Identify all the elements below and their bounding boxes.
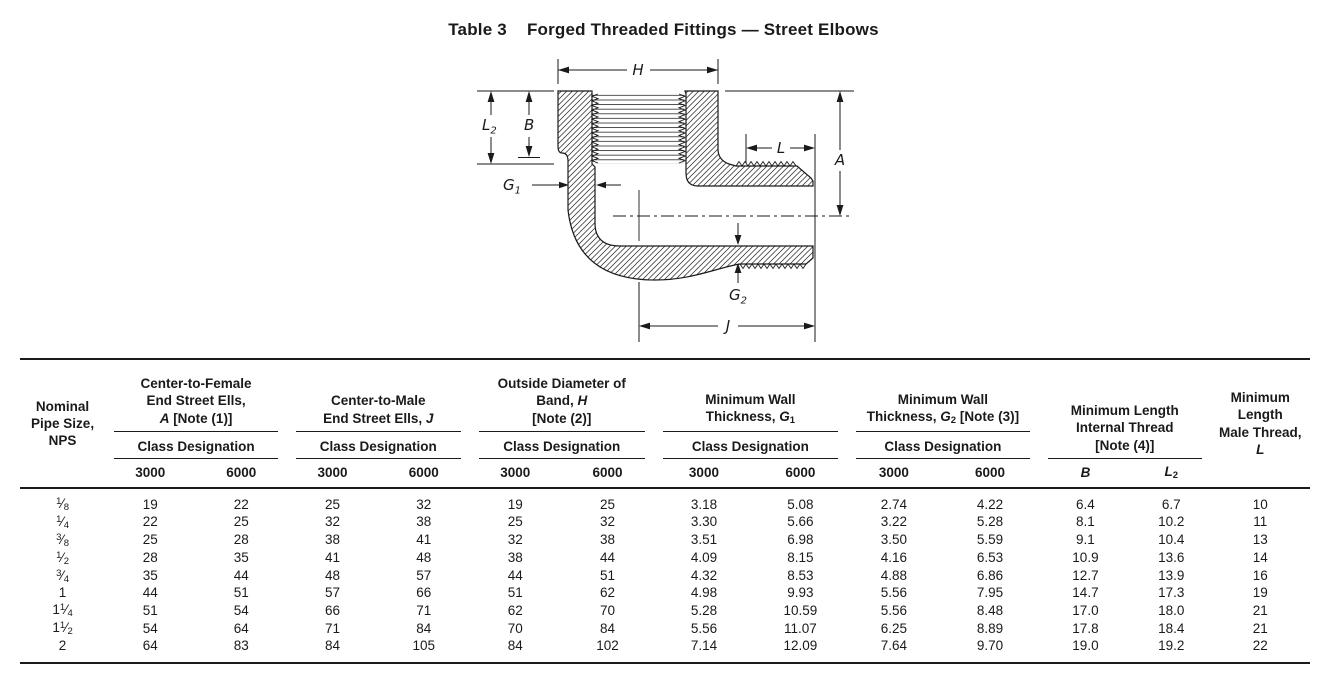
value-cell: 54 [233, 602, 249, 618]
table-row [20, 532, 1310, 550]
value-cell: 6.25 [880, 620, 908, 636]
value-cell: 51 [507, 585, 523, 601]
value-cell: 13 [1252, 532, 1268, 548]
value-cell: 9.93 [787, 585, 814, 601]
nps-cell: $^3⁄_4$ [56, 567, 69, 585]
value-cell: 62 [507, 602, 523, 618]
value-cell: 4.09 [690, 550, 718, 566]
value-cell: 10 [1252, 496, 1268, 512]
dimension-L [746, 134, 815, 342]
table-row [20, 602, 1310, 620]
value-cell: 16 [1252, 568, 1268, 583]
value-cell: 51 [600, 568, 616, 583]
value-cell: 32 [600, 514, 616, 530]
value-cell: 4.88 [880, 568, 908, 583]
value-cell: 48 [416, 550, 432, 566]
value-cell: 66 [416, 585, 432, 601]
col-j-3000: 3000 [287, 459, 378, 488]
value-cell: 18.0 [1158, 602, 1185, 618]
label-L: L [776, 139, 786, 157]
value-cell: 10.4 [1158, 532, 1185, 548]
value-cell: 25 [324, 496, 340, 512]
header-nominal-pipe-size: Nominal Pipe Size, NPS [20, 359, 105, 488]
table-row [20, 620, 1310, 638]
value-cell: 57 [416, 568, 432, 583]
nps-cell: $^1⁄_2$ [56, 549, 69, 567]
value-cell: 5.56 [690, 620, 718, 636]
group-header-center-to-female: Center-to-Female End Street Ells, A [Note (1)] [105, 359, 287, 432]
value-cell: 64 [142, 638, 158, 653]
value-cell: 19.2 [1158, 638, 1185, 653]
value-cell: 54 [142, 620, 158, 636]
col-g1-6000: 6000 [754, 459, 847, 488]
value-cell: 5.08 [787, 496, 814, 512]
page-title [0, 20, 1327, 40]
class-designation-j: Class Designation [287, 432, 470, 459]
value-cell: 38 [600, 532, 616, 548]
value-cell: 19 [1252, 585, 1268, 601]
value-cell: 28 [142, 550, 158, 566]
value-cell: 38 [507, 550, 523, 566]
value-cell: 38 [324, 532, 340, 548]
label-G1: $G_1$ [503, 176, 521, 197]
value-cell: 41 [324, 550, 340, 566]
value-cell: 5.28 [976, 514, 1004, 530]
col-a-6000: 6000 [195, 459, 287, 488]
value-cell: 70 [600, 602, 616, 618]
value-cell: 19.0 [1072, 638, 1099, 653]
header-male-thread-length: Minimum Length Male Thread, L [1211, 359, 1310, 488]
value-cell: 25 [600, 496, 616, 512]
value-cell: 10.2 [1158, 514, 1185, 530]
value-cell: 35 [142, 568, 158, 583]
value-cell: 5.59 [976, 532, 1004, 548]
col-h-6000: 6000 [561, 459, 654, 488]
value-cell: 28 [233, 532, 249, 548]
table-row [20, 585, 1310, 602]
group-header-internal-thread: Minimum Length Internal Thread [Note (4)] [1039, 359, 1211, 459]
value-cell: 51 [233, 585, 249, 601]
label-A: A [834, 151, 846, 169]
fittings-table-wrapper [20, 358, 1310, 664]
class-designation-h: Class Designation [470, 432, 654, 459]
nps-cell: $1^1⁄_4$ [52, 602, 73, 620]
value-cell: 41 [416, 532, 432, 548]
value-cell: 44 [142, 585, 158, 601]
label-L2: $L_2$ [482, 116, 497, 137]
value-cell: 4.22 [976, 496, 1004, 512]
class-designation-a: Class Designation [105, 432, 287, 459]
group-header-center-to-male: Center-to-Male End Street Ells, J [287, 359, 470, 432]
value-cell: 71 [416, 602, 432, 618]
value-cell: 10.59 [783, 602, 818, 618]
value-cell: 57 [324, 585, 340, 601]
value-cell: 84 [324, 638, 340, 653]
value-cell: 3.50 [880, 532, 908, 548]
class-designation-g2: Class Designation [847, 432, 1039, 459]
value-cell: 32 [507, 532, 523, 548]
value-cell: 4.98 [690, 585, 718, 601]
value-cell: 8.53 [787, 568, 814, 583]
label-B: B [524, 116, 535, 134]
value-cell: 25 [142, 532, 158, 548]
value-cell: 12.09 [783, 638, 818, 653]
value-cell: 2.74 [880, 496, 908, 512]
value-cell: 25 [233, 514, 249, 530]
value-cell: 105 [412, 638, 435, 653]
value-cell: 71 [324, 620, 340, 636]
fittings-table [20, 358, 1310, 664]
value-cell: 25 [507, 514, 523, 530]
value-cell: 18.4 [1158, 620, 1185, 636]
value-cell: 6.4 [1076, 496, 1095, 512]
value-cell: 21 [1252, 602, 1268, 618]
value-cell: 32 [416, 496, 432, 512]
value-cell: 22 [1252, 638, 1268, 653]
group-header-band-od: Outside Diameter of Band, H [Note (2)] [470, 359, 654, 432]
value-cell: 22 [142, 514, 158, 530]
value-cell: 44 [507, 568, 523, 583]
col-g2-3000: 3000 [847, 459, 941, 488]
value-cell: 66 [324, 602, 340, 618]
value-cell: 38 [416, 514, 432, 530]
nps-cell: 2 [58, 638, 67, 653]
internal-thread-lines [593, 94, 685, 164]
value-cell: 83 [233, 638, 249, 653]
value-cell: 11 [1253, 514, 1268, 530]
col-j-6000: 6000 [378, 459, 470, 488]
value-cell: 44 [600, 550, 616, 566]
table-row [20, 568, 1310, 586]
value-cell: 6.53 [976, 550, 1004, 566]
value-cell: 84 [507, 638, 523, 653]
value-cell: 3.22 [880, 514, 908, 530]
value-cell: 48 [324, 568, 340, 583]
table-number: Table 3 [448, 20, 507, 39]
value-cell: 8.48 [976, 602, 1004, 618]
table-row [20, 514, 1310, 532]
table-header [20, 359, 1310, 488]
value-cell: 8.1 [1076, 514, 1095, 530]
value-cell: 17.0 [1072, 602, 1099, 618]
nps-cell: 1 [58, 585, 67, 601]
value-cell: 19 [142, 496, 158, 512]
col-g2-6000: 6000 [941, 459, 1039, 488]
value-cell: 12.7 [1072, 568, 1099, 583]
group-header-wall-g1: Minimum Wall Thickness, $G_1$ [654, 359, 847, 432]
value-cell: 32 [324, 514, 340, 530]
value-cell: 14.7 [1072, 585, 1099, 601]
value-cell: 5.56 [880, 585, 908, 601]
value-cell: 21 [1252, 620, 1268, 636]
table-row [20, 638, 1310, 663]
value-cell: 62 [600, 585, 616, 601]
value-cell: 9.70 [976, 638, 1004, 653]
label-J: J [725, 317, 731, 335]
value-cell: 10.9 [1072, 550, 1099, 566]
value-cell: 102 [596, 638, 619, 653]
value-cell: 7.14 [690, 638, 718, 653]
value-cell: 17.3 [1158, 585, 1185, 601]
table-body [20, 488, 1310, 663]
value-cell: 22 [233, 496, 249, 512]
value-cell: 5.56 [880, 602, 908, 618]
value-cell: 6.86 [976, 568, 1004, 583]
value-cell: 8.15 [787, 550, 814, 566]
value-cell: 4.16 [880, 550, 908, 566]
col-b: B [1039, 459, 1132, 488]
value-cell: 44 [233, 568, 249, 583]
table-row [20, 488, 1310, 514]
street-elbow-diagram [440, 53, 900, 353]
value-cell: 84 [416, 620, 432, 636]
value-cell: 3.30 [690, 514, 718, 530]
group-header-wall-g2: Minimum Wall Thickness, $G_2$ [Note (3)] [847, 359, 1039, 432]
value-cell: 6.7 [1161, 496, 1181, 512]
value-cell: 3.51 [690, 532, 718, 548]
value-cell: 64 [233, 620, 249, 636]
nps-cell: $^1⁄_8$ [56, 496, 69, 513]
value-cell: 3.18 [690, 496, 718, 512]
nps-cell: $1^1⁄_2$ [52, 620, 73, 638]
class-designation-g1: Class Designation [654, 432, 847, 459]
col-g1-3000: 3000 [654, 459, 754, 488]
value-cell: 84 [600, 620, 616, 636]
col-a-3000: 3000 [105, 459, 195, 488]
value-cell: 35 [233, 550, 249, 566]
value-cell: 70 [507, 620, 523, 636]
value-cell: 11.07 [783, 620, 817, 636]
col-l2: $L_2$ [1132, 459, 1211, 488]
value-cell: 6.98 [787, 532, 814, 548]
nps-cell: $^1⁄_4$ [56, 513, 69, 531]
elbow-body-right-section [685, 91, 813, 186]
value-cell: 7.95 [976, 585, 1004, 601]
value-cell: 13.6 [1158, 550, 1185, 566]
value-cell: 17.8 [1072, 620, 1099, 636]
table-row [20, 550, 1310, 568]
value-cell: 51 [142, 602, 158, 618]
external-thread-top [736, 162, 796, 167]
value-cell: 4.32 [690, 568, 718, 583]
value-cell: 19 [507, 496, 523, 512]
nps-cell: $^3⁄_8$ [56, 531, 69, 549]
value-cell: 7.64 [880, 638, 908, 653]
col-h-3000: 3000 [470, 459, 562, 488]
external-thread-bottom [740, 264, 806, 269]
table-title-text: Forged Threaded Fittings — Street Elbows [526, 20, 879, 39]
value-cell: 5.28 [690, 602, 718, 618]
label-G2: $G_2$ [729, 286, 747, 307]
value-cell: 8.89 [976, 620, 1004, 636]
value-cell: 14 [1252, 550, 1268, 566]
label-H: H [632, 61, 644, 79]
value-cell: 9.1 [1076, 532, 1095, 548]
value-cell: 5.66 [787, 514, 814, 530]
value-cell: 13.9 [1158, 568, 1185, 583]
